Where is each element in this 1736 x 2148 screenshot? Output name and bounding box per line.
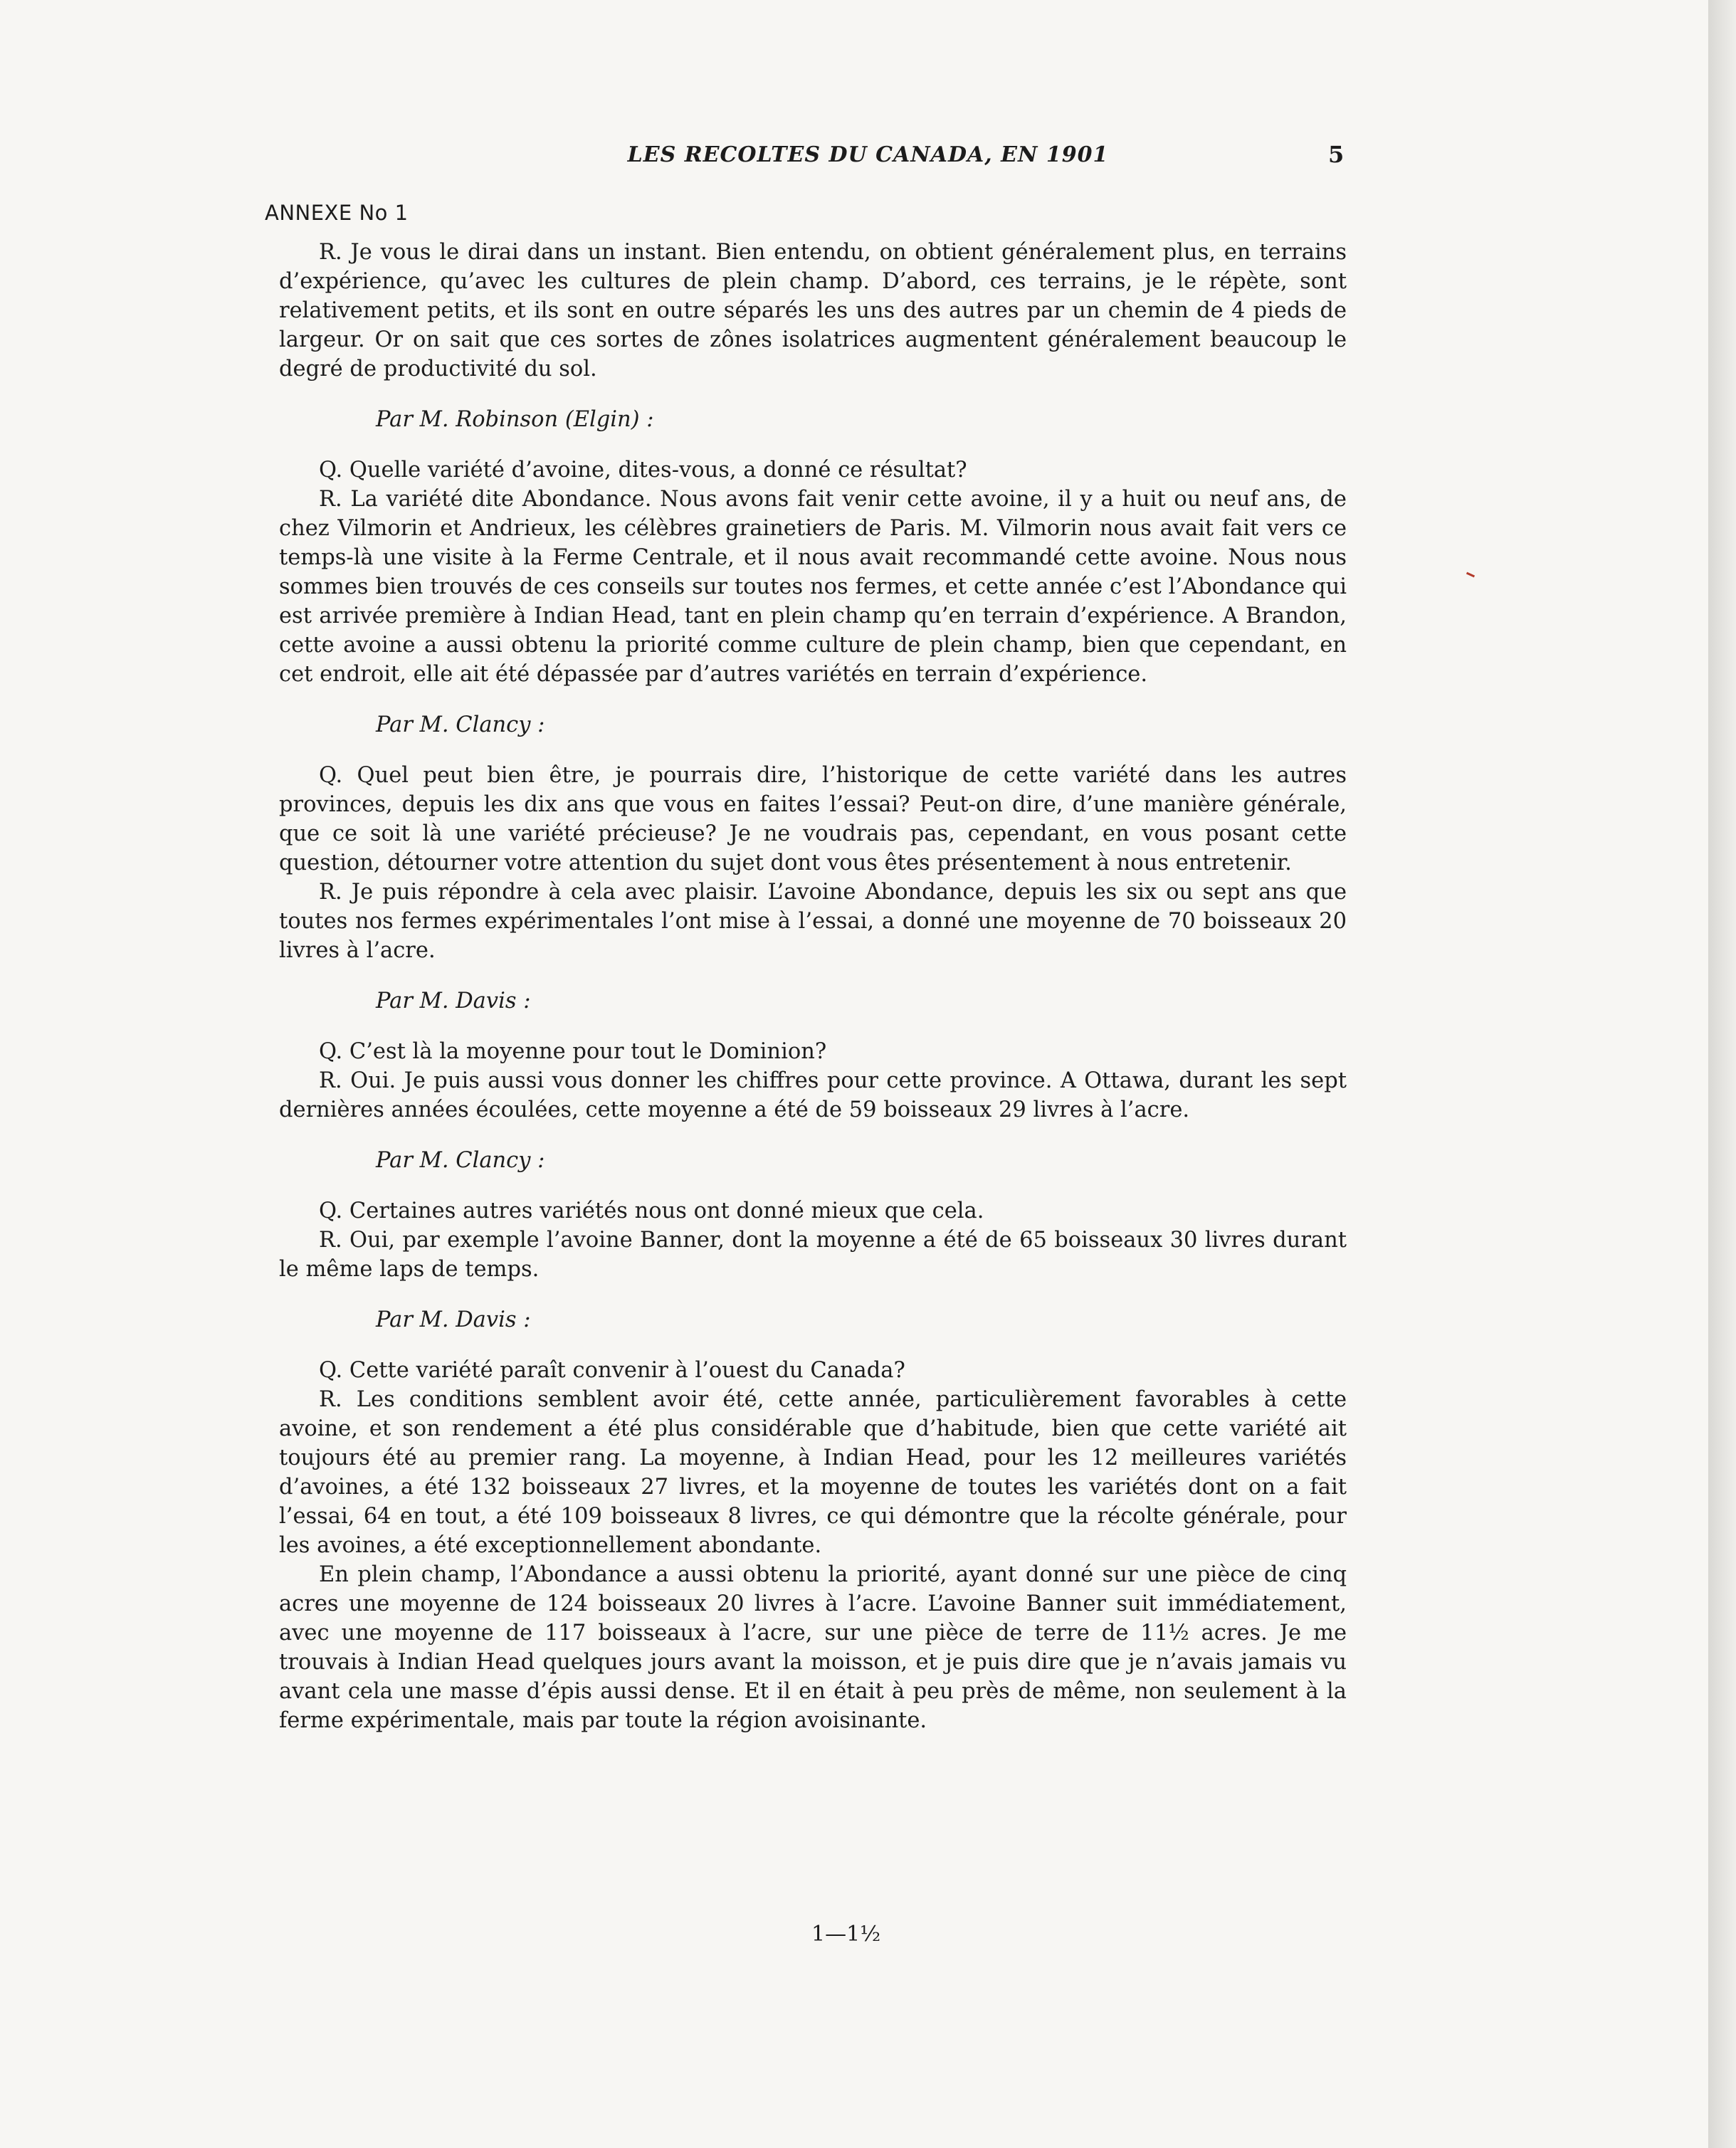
speaker-heading: Par M. Robinson (Elgin) : [376, 407, 654, 432]
paragraph: Q. Cette variété paraît convenir à l’ouest du Canada? [319, 1358, 905, 1383]
paragraph: R. Je vous le dirai dans un instant. Bien entendu, on obtient généralement plus, en terrains d’expérience, qu’avec les cultures de plein champ. D’abord, ces terrains, je le répète, sont relativement petits, et ils sont en outre séparés les uns des autres par un chemin de 4 pieds de largeur. Or on sait que ces sortes de zônes isolatrices augmentent généralement beaucoup le degré de productivité du sol. [279, 240, 1347, 381]
paragraph: R. Oui, par exemple l’avoine Banner, dont la moyenne a été de 65 boisseaux 30 livres durant le même laps de temps. [279, 1228, 1347, 1282]
paragraph: R. Les conditions semblent avoir été, cette année, particulièrement favorables à cette avoine, et son rendement a été plus considérable que d’habitude, bien que cette variété ait toujours été au premier rang. La moyenne, à Indian Head, pour les 12 meilleures variétés d’avoines, a été 132 boisseaux 27 livres, et la moyenne de toutes les variétés dont on a fait l’essai, 64 en tout, a été 109 boisseaux 8 livres, ce qui démontre que la récolte générale, pour les avoines, a été exceptionnellement abondante. [279, 1387, 1347, 1558]
paragraph: R. Oui. Je puis aussi vous donner les chiffres pour cette province. A Ottawa, durant les sept dernières années écoulées, cette moyenne a été de 59 boisseaux 29 livres à l’acre. [279, 1068, 1347, 1122]
speaker-heading: Par M. Davis : [376, 1307, 531, 1332]
speaker-heading: Par M. Clancy : [376, 1148, 545, 1173]
speaker-heading: Par M. Davis : [376, 989, 531, 1014]
paragraph: Q. Quelle variété d’avoine, dites-vous, a donné ce résultat? [319, 458, 967, 483]
paragraph: En plein champ, l’Abondance a aussi obtenu la priorité, ayant donné sur une pièce de cinq acres une moyenne de 124 boisseaux 20 livres à l’acre. L’avoine Banner suit immédiatement, avec une moyenne de 117 boisseaux à l’acre, sur une pièce de terre de 11½ acres. Je me trouvais à Indian Head quelques jours avant la moisson, et je puis dire que je n’avais jamais vu avant cela une masse d’épis aussi dense. Et il en était à peu près de même, non seulement à la ferme expérimentale, mais par toute la région avoisinante. [279, 1562, 1347, 1733]
paragraph: Q. Quel peut bien être, je pourrais dire, l’historique de cette variété dans les autres provinces, depuis les dix ans que vous en faites l’essai? Peut-on dire, d’une manière générale, que ce soit là une variété précieuse? Je ne voudrais pas, cependant, en vous posant cette question, détourner votre attention du sujet dont vous êtes présentement à nous entretenir. [279, 763, 1347, 875]
paragraph: R. Je puis répondre à cela avec plaisir. L’avoine Abondance, depuis les six ou sept ans que toutes nos fermes expérimentales l’ont mise à l’essai, a donné une moyenne de 70 boisseaux 20 livres à l’acre. [279, 880, 1347, 963]
paragraph: Q. C’est là la moyenne pour tout le Dominion? [319, 1039, 827, 1064]
body-text [279, 238, 1347, 1735]
signature-mark: 1—1½ [811, 1922, 881, 1947]
page-number: 5 [1328, 141, 1345, 168]
running-header-title: LES RECOLTES DU CANADA, EN 1901 [627, 142, 1109, 167]
speaker-heading: Par M. Clancy : [376, 712, 545, 737]
annexe-label: ANNEXE No 1 [265, 201, 409, 225]
paragraph: R. La variété dite Abondance. Nous avons fait venir cette avoine, il y a huit ou neuf ans, de chez Vilmorin et Andrieux, les célèbres grainetiers de Paris. M. Vilmorin nous avait fait vers ce temps-là une visite à la Ferme Centrale, et il nous avait recommandé cette avoine. Nous nous sommes bien trouvés de ces conseils sur toutes nos fermes, et cette année c’est l’Abondance qui est arrivée première à Indian Head, tant en plein champ qu’en terrain d’expérience. A Brandon, cette avoine a aussi obtenu la priorité comme culture de plein champ, bien que cependant, en cet endroit, elle ait été dépassée par d’autres variétés en terrain d’expérience. [279, 487, 1347, 687]
paragraph: Q. Certaines autres variétés nous ont donné mieux que cela. [319, 1199, 984, 1223]
page-edge [1708, 0, 1736, 2148]
